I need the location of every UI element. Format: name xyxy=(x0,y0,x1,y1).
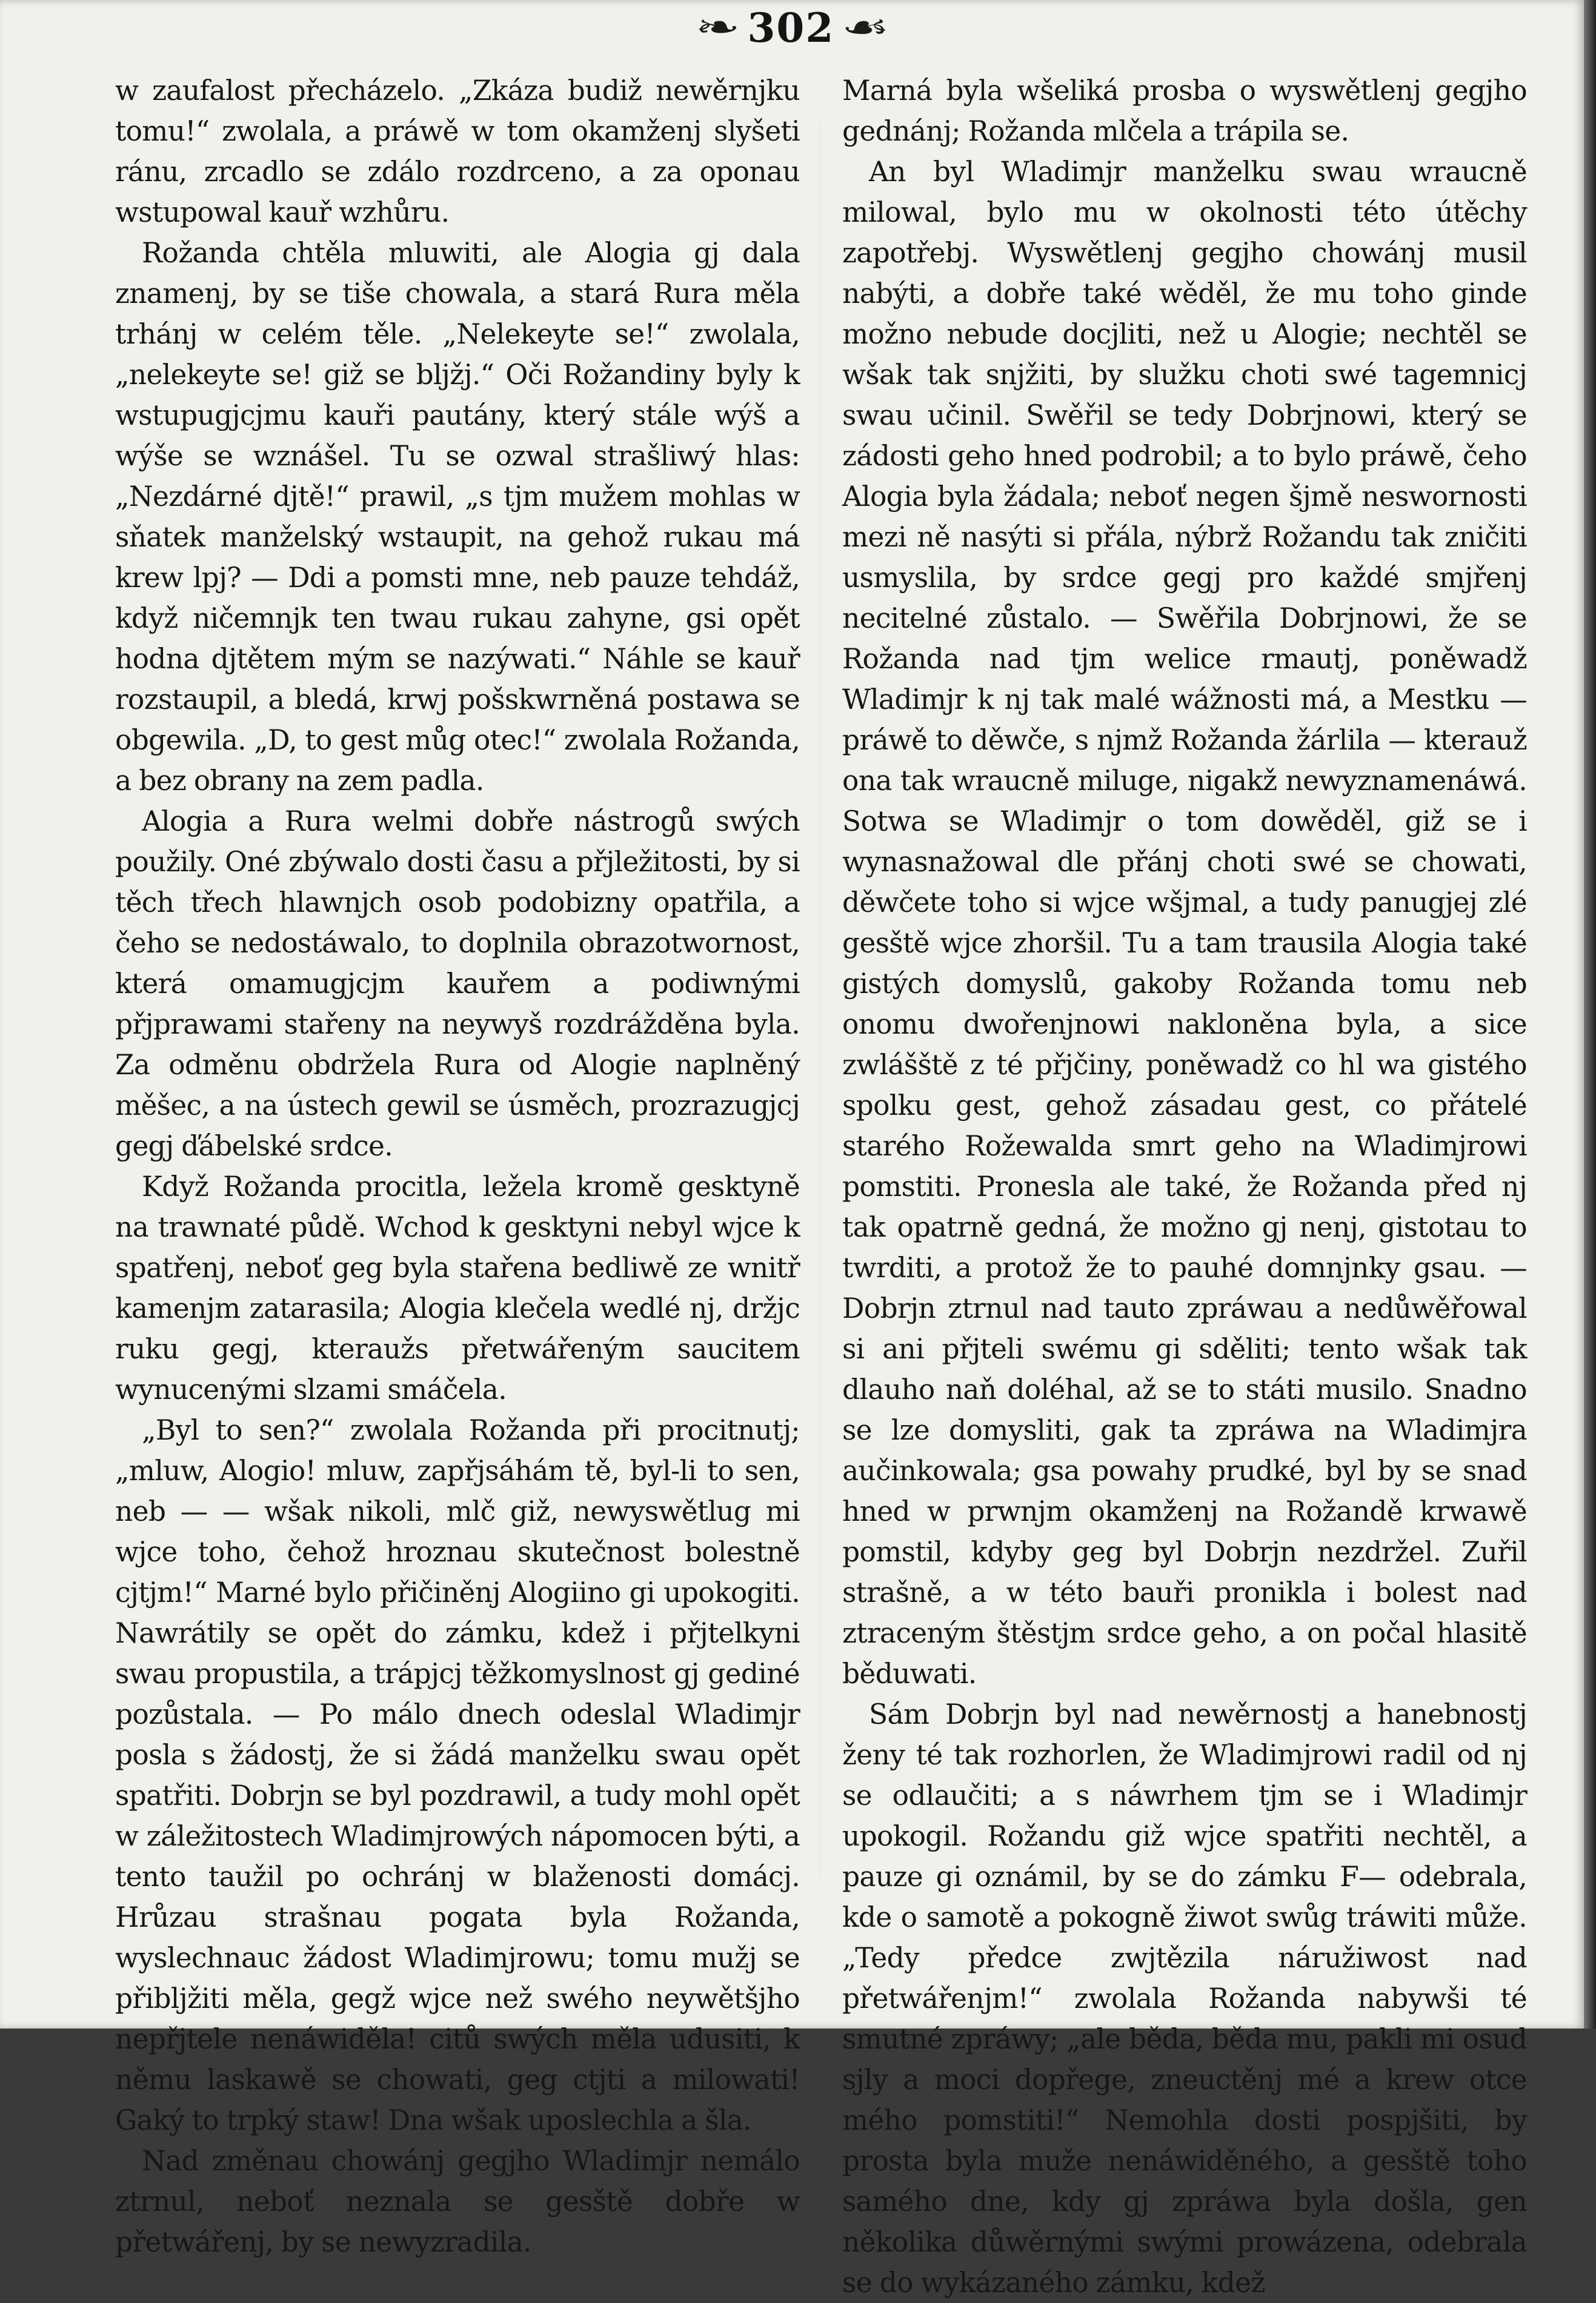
paragraph: Marná byla wšeliká prosba o wyswětlenj gegjho gednánj; Rožanda mlčela a trápila se. xyxy=(842,75,1527,147)
paragraph: „Byl to sen?“ zwolala Rožanda při procitnutj; „mluw, Alogio! mluw, zapřjsáhám tě, byl-li to sen, neb — — wšak nikoli, mlč giž, newyswětlug mi wjce toho, čehož hroznau skutečnost bolestně cjtjm!“ Marné bylo přičiněnj Alogiino gi upokogiti. Nawrátily se opět do zámku, kdež i přjtelkyni swau propustila, a trápjcj těžkomyslnost gj gediné pozůstala. — Po málo dnech odeslal Wladimjr posla s žádostj, že si žádá manželku swau opět spatřiti. Dobrjn se byl pozdrawil, a tudy mohl opět w záležitostech Wladimjrowých nápomocen býti, a tento taužil po ochránj w blaženosti domácj. Hrůzau strašnau pogata byla Rožanda, wyslechnauc žádost Wladimjrowu; tomu mužj se přibljžiti měla, gegž wjce než swého neywětšjho nepřjtele nenáwiděla! citů swých měla udusiti, k němu laskawě se chowati, geg ctjti a milowati! Gaký to trpký staw! Dna wšak uposlechla a šla. xyxy=(115,1414,800,2136)
page-header xyxy=(0,1,1584,55)
paragraph: Alogia a Rura welmi dobře nástrogů swých použily. Oné zbýwalo dosti času a přjležitosti, by si těch třech hlawnjch osob podobizny opatřila, a čeho se nedostáwalo, to doplnila obrazotwornost, která omamugjcjm kauřem a podiwnými přjprawami stařeny na neywyš rozdrážděna byla. Za odměnu obdržela Rura od Alogie naplněný měšec, a na ústech gewil se úsměch, prozrazugjcj gegj ďábelské srdce. xyxy=(115,805,800,1162)
page-number: 302 xyxy=(747,4,835,52)
scan-edge xyxy=(1584,0,1596,2029)
paragraph: w zaufalost přecházelo. „Zkáza budiž newěrnjku tomu!“ zwolala, a práwě w tom okamženj slyšeti ránu, zrcadlo se zdálo rozdrceno, a za oponau wstupowal kauř wzhůru. xyxy=(115,75,800,228)
text-column-right xyxy=(842,70,1527,2299)
paragraph: Nad změnau chowánj gegjho Wladimjr nemálo ztrnul, neboť neznala se gesště dobře w přetwářenj, by se newyzradila. xyxy=(115,2145,800,2258)
paragraph: An byl Wladimjr manželku swau wraucně milowal, bylo mu w okolnosti této útěchy zapotřebj. Wyswětlenj gegjho chowánj musil nabýti, a dobře také wěděl, že mu toho ginde možno nebude docjliti, než u Alogie; nechtěl se wšak tak snjžiti, by služku choti swé tagemnicj swau učinil. Swěřil se tedy Dobrjnowi, který se zádosti geho hned podrobil; a to bylo práwě, čeho Alogia byla žádala; neboť negen šjmě neswornosti mezi ně nasýti si přála, nýbrž Rožandu tak zničiti usmyslila, by srdce gegj pro každé smjřenj necitelné zůstalo. — Swěřila Dobrjnowi, že se Rožanda nad tjm welice rmautj, poněwadž Wladimjr k nj tak malé wážnosti má, a Mestku — práwě to děwče, s njmž Rožanda žárlila — kterauž ona tak wraucně miluge, nigakž newyznamenáwá. Sotwa se Wladimjr o tom dowěděl, giž se i wynasnažowal dle přánj choti swé se chowati, děwčete toho si wjce wšjmal, a tudy panugjej zlé gesště wjce zhoršil. Tu a tam trausila Alogia také gistých domyslů, gakoby Rožanda tomu neb onomu dwořenjnowi nakloněna byla, a sice zwlášště z té přjčiny, poněwadž co hl wa gistého spolku gest, gehož zásadau gest, co přátelé starého Rožewalda smrt geho na Wladimjrowi pomstiti. Pronesla ale také, že Rožanda před nj tak opatrně gedná, že možno gj nenj, gistotau to twrditi, a protož že to pauhé domnjnky gsau. — Dobrjn ztrnul nad tauto zpráwau a nedůwěřowal si ani přjteli swému gi sděliti; tento wšak tak dlauho naň doléhal, až se to státi musilo. Snadno se lze domysliti, gak ta zpráwa na Wladimjra aučinkowala; gsa powahy prudké, byl by se snad hned w prwnjm okamženj na Rožandě krwawě pomstil, kdyby geg byl Dobrjn nezdržel. Zuřil strašně, a w této bauři pronikla i bolest nad ztraceným štěstjm srdce geho, a on počal hlasitě běduwati. xyxy=(842,156,1527,1690)
column-gutter xyxy=(819,121,820,1878)
fleuron-right-icon: ☙ xyxy=(841,8,890,47)
paragraph: Když Rožanda procitla, ležela kromě gesktyně na trawnaté půdě. Wchod k gesktyni nebyl wjce k spatřenj, neboť geg byla stařena bedliwě ze wnitř kamenjm zatarasila; Alogia klečela wedlé nj, držjc ruku gegj, kteraužs přetwářeným saucitem wynucenými slzami smáčela. xyxy=(115,1171,800,1406)
fleuron-left-icon: ❧ xyxy=(694,8,740,47)
paragraph: Sám Dobrjn byl nad newěrnostj a hanebnostj ženy té tak rozhorlen, že Wladimjrowi radil od nj se odlaučiti; a s náwrhem tjm se i Wladimjr upokogil. Rožandu giž wjce spatřiti nechtěl, a pauze gi oznámil, by se do zámku F— odebrala, kde o samotě a pokogně žiwot swůg tráwiti může. „Tedy předce zwjtězila náružiwost nad přetwářenjm!“ zwolala Rožanda nabywši té smutné zpráwy; „ale běda, běda mu, pakli mi osud sjly a moci dopřege, zneuctěnj mé a krew otce mého pomstiti!“ Nemohla dosti pospjšiti, by prosta byla muže nenáwiděného, a gesště toho samého dne, kdy gj zpráwa byla došla, gen několika důwěrnými swými prowázena, odebrala se do wykázaného zámku, kdež xyxy=(842,1698,1527,2299)
paragraph: Rožanda chtěla mluwiti, ale Alogia gj dala znamenj, by se tiše chowala, a stará Rura měla trhánj w celém těle. „Nelekeyte se!“ zwolala, „nelekeyte se! giž se bljžj.“ Oči Rožandiny byly k wstupugjcjmu kauři pautány, který stále wýš a wýše se wznášel. Tu se ozwal strašliwý hlas: „Nezdárné djtě!“ prawil, „s tjm mužem mohlas w sňatek manželský wstaupit, na gehož rukau má krew lpj? — Ddi a pomsti mne, neb pauze tehdáž, když ničemnjk ten twau rukau zahyne, gsi opět hodna djtětem mým se nazýwati.“ Náhle se kauř rozstaupil, a bledá, krwj pošskwrněná postawa se obgewila. „D, to gest můg otec!“ zwolala Rožanda, a bez obrany na zem padla. xyxy=(115,237,800,797)
text-column-left xyxy=(115,70,800,2258)
